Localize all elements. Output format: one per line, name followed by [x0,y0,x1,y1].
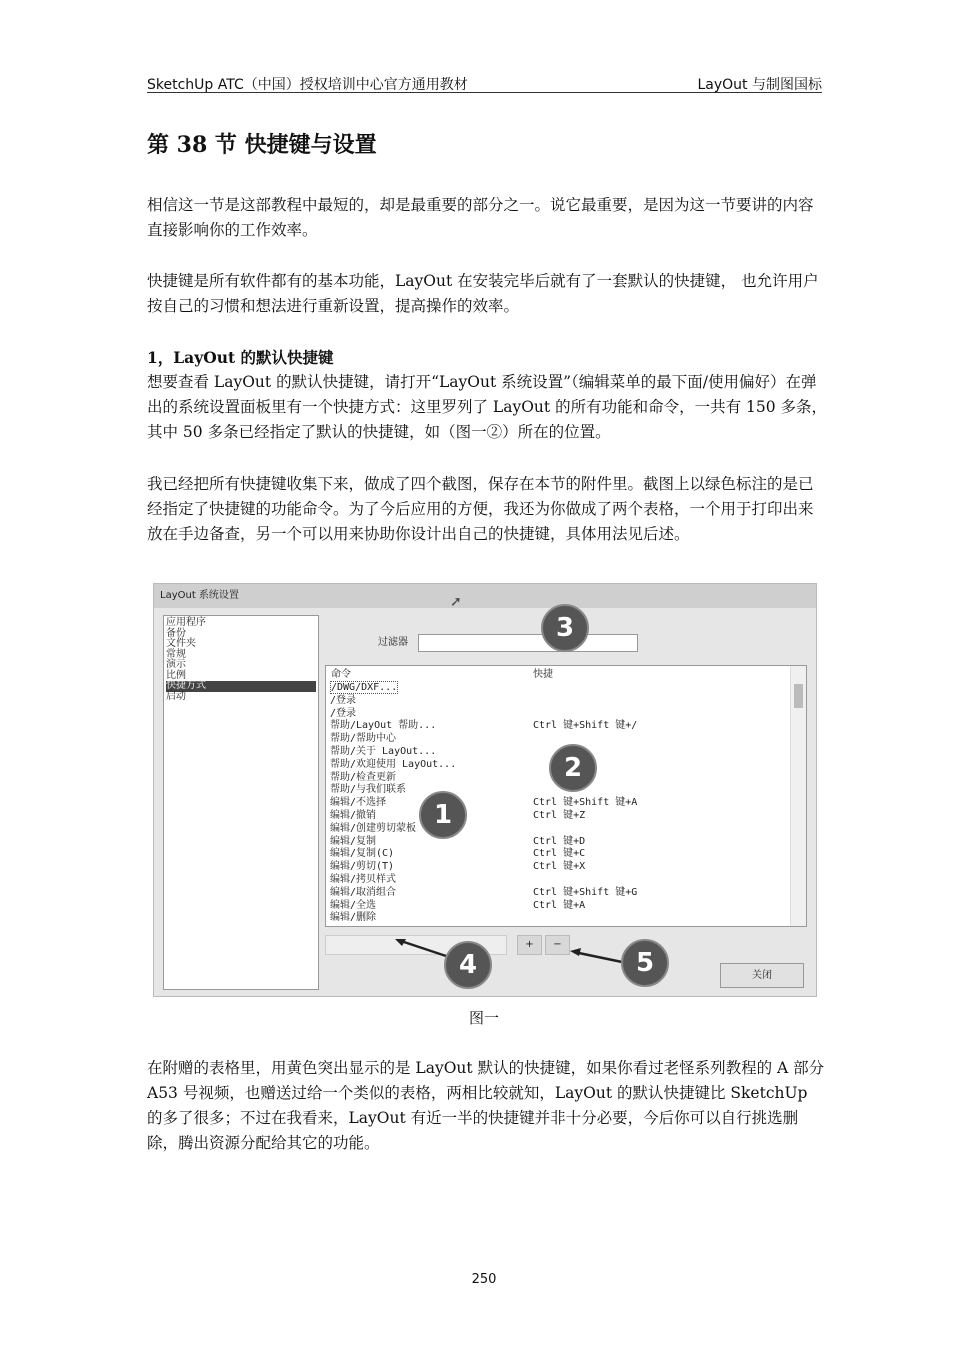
paragraph: 在附赠的表格里，用黄色突出显示的是 LayOut 默认的快捷键，如果你看过老怪系列教程的 A 部分 A53 号视频，也赠送过给一个类似的表格，两相比较就知，LayOut 的默认快捷键比 SketchUp 的多了很多；不过在我看来，LayOut 有近一半的快捷键并非十分必要，今后你可以自行挑选删除，腾出资源分配给其它的功能。 [147,1059,825,1152]
paragraph: 快捷键是所有软件都有的基本功能，LayOut 在安装完毕后就有了一套默认的快捷键， 也允许用户按自己的习惯和想法进行重新设置，提高操作的效率。 [147,272,819,315]
command-cell: 帮助/关于 LayOut... [330,745,437,757]
command-cell: 编辑/拷贝样式 [330,873,397,885]
shortcut-cell: Ctrl 键+Shift 键+A [533,797,638,809]
callout-arrows [154,584,816,996]
header-rule [147,92,822,93]
category-item[interactable]: 启动 [166,690,186,702]
arrow-4 [398,940,446,956]
callout-5: 5 [621,939,669,987]
command-cell: 帮助/欢迎使用 LayOut... [330,758,457,770]
paragraph: 想要查看 LayOut 的默认快捷键，请打开“LayOut 系统设置”（编辑菜单的最下面/使用偏好）在弹出的系统设置面板里有一个快捷方式：这里罗列了 LayOut 的所有功能和命令，一共有 150 多条，其中 50 多条已经指定了默认的快捷键，如（图一②）所在的位置。 [147,373,828,441]
page-number: 250 [471,1272,497,1287]
command-cell: /登录 [330,694,357,706]
paragraph: 我已经把所有快捷键收集下来，做成了四个截图，保存在本节的附件里。截图上以绿色标注的是已经指定了快捷键的功能命令。为了今后应用的方便，我还为你做成了两个表格，一个用于打印出来放在手边备查，另一个可以用来协助你设计出自己的快捷键，具体用法见后述。 [147,475,814,543]
command-cell: 编辑/取消组合 [330,886,397,898]
remove-shortcut-button[interactable]: − [545,935,570,955]
cursor-icon: ➚ [450,594,462,610]
paragraph: 相信这一节是这部教程中最短的，却是最重要的部分之一。说它最重要，是因为这一节要讲的内容直接影响你的工作效率。 [147,196,814,239]
command-cell: /登录 [330,707,357,719]
running-header-left: SketchUp ATC（中国）授权培训中心官方通用教材 [147,77,468,93]
command-cell: 帮助/LayOut 帮助... [330,720,437,732]
category-item[interactable]: 备份 [166,627,186,639]
add-shortcut-button[interactable]: + [517,935,542,955]
arrow-5 [574,952,622,962]
command-cell: 编辑/复制 [330,835,377,847]
section-title: 第 38 节 快捷键与设置 [147,132,377,158]
category-item[interactable]: 文件夹 [166,638,196,649]
shortcut-cell: Ctrl 键+C [533,848,586,860]
command-cell: /DWG/DXF... [331,682,398,693]
command-cell: 帮助/帮助中心 [330,733,397,745]
shortcut-cell: Ctrl 键+Shift 键+/ [533,720,638,732]
shortcut-cell: Ctrl 键+X [533,861,586,873]
command-cell: 编辑/不选择 [330,797,387,809]
command-cell: 编辑/全选 [330,899,377,911]
category-item[interactable]: 演示 [166,659,186,670]
shortcut-cell: Ctrl 键+Shift 键+G [533,886,638,898]
shortcut-cell: Ctrl 键+Z [533,809,586,821]
category-item[interactable]: 快捷方式 [166,681,316,692]
figure-caption: 图一 [468,1009,499,1027]
shortcut-cell: Ctrl 键+D [533,835,586,847]
callout-3: 3 [541,604,589,652]
command-cell: 编辑/复制(C) [330,848,395,860]
filter-label: 过滤器 [378,637,408,648]
running-header-right: LayOut 与制图国标 [697,77,822,93]
command-cell: 编辑/删除 [330,912,377,924]
command-cell: 帮助/检查更新 [330,771,397,783]
category-item[interactable]: 比例 [166,669,186,681]
command-cell: 编辑/撤销 [330,809,377,821]
arrow-5-head [570,948,581,956]
callout-2: 2 [549,744,597,792]
column-header-shortcut: 快捷 [533,669,553,680]
preferences-dialog-screenshot [153,583,817,997]
command-cell: 编辑/创建剪切蒙板 [330,822,417,834]
command-cell: 编辑/剪切(T) [330,861,395,873]
shortcut-cell: Ctrl 键+A [533,899,586,911]
category-item[interactable]: 应用程序 [166,617,206,628]
command-cell: 帮助/与我们联系 [330,784,407,796]
column-header-command: 命令 [331,669,351,680]
subsection-heading: 1，LayOut 的默认快捷键 [147,348,334,367]
category-item[interactable]: 常规 [166,648,186,660]
close-button[interactable]: 关闭 [720,963,804,988]
callout-4: 4 [444,941,492,989]
dialog-title: LayOut 系统设置 [160,590,239,601]
callout-1: 1 [419,791,467,839]
